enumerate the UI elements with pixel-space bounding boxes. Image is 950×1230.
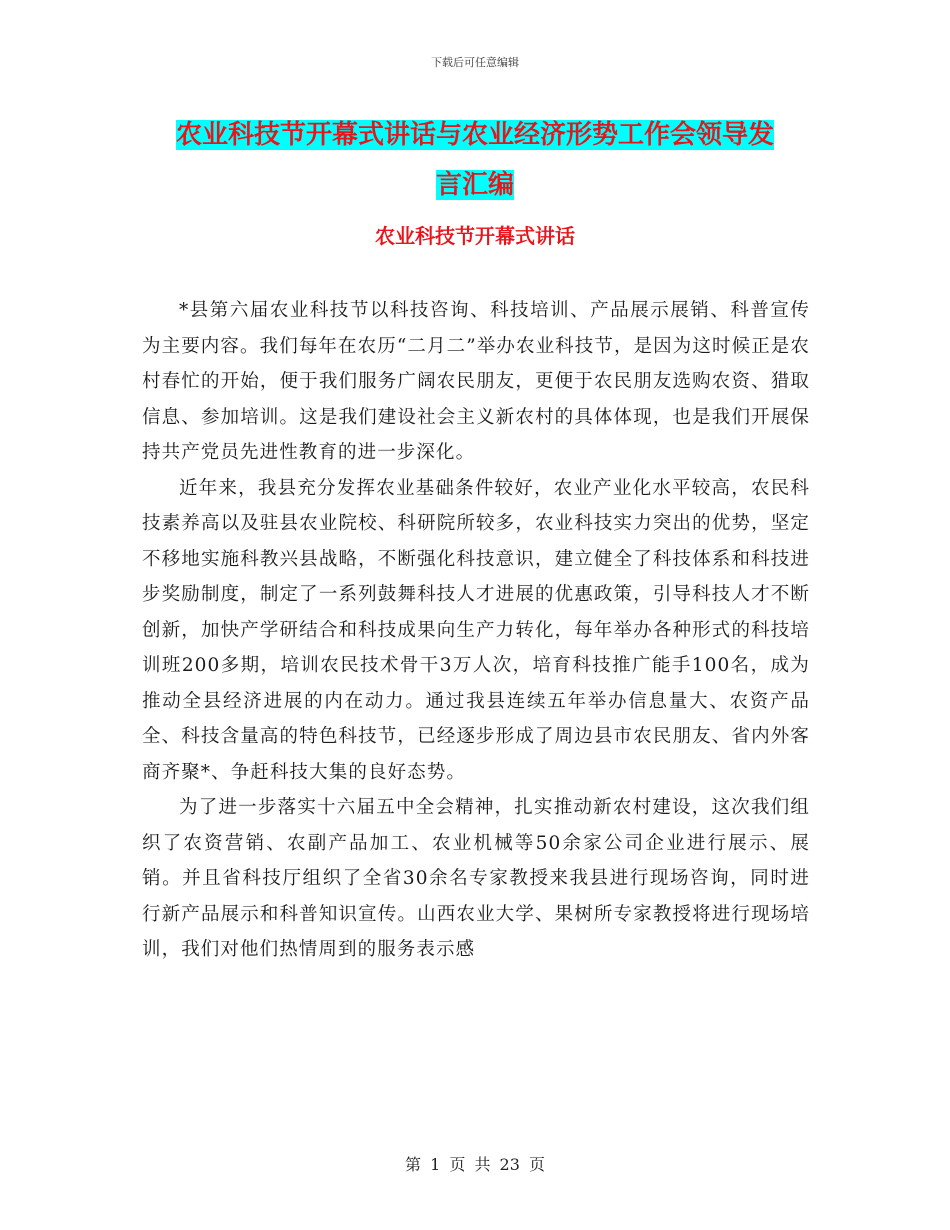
paragraph: 近年来，我县充分发挥农业基础条件较好，农业产业化水平较高，农民科技素养高以及驻县农业院校、科研院所较多，农业科技实力突出的优势，坚定不移地实施科教兴县战略，不断强化科技意识，建立健全了科技体系和科技进步奖励制度，制定了一系列鼓舞科技人才进展的优惠政策，引导科技人才不断创新，加快产学研结合和科技成果向生产力转化，每年举办各种形式的科技培训班200多期，培训农民技术骨干3万人次，培育科技推广能手100名，成为推动全县经济进展的内在动力。通过我县连续五年举办信息量大、农资产品全、科技含量高的特色科技节，已经逐步形成了周边县市农民朋友、省内外客商齐聚*、争赶科技大集的良好态势。 xyxy=(142,477,810,783)
page-footer: 第 1 页 共 23 页 xyxy=(405,1155,545,1174)
section-title: 农业科技节开幕式讲话 xyxy=(375,224,575,248)
document-body xyxy=(142,293,810,968)
header-note: 下载后可任意编辑 xyxy=(431,56,519,69)
paragraph: *县第六届农业科技节以科技咨询、科技培训、产品展示展销、科普宣传为主要内容。我们每年在农历“二月二”举办农业科技节，是因为这时候正是农村春忙的开始，便于我们服务广阔农民朋友，更便于农民朋友选购农资、猎取信息、参加培训。这是我们建设社会主义新农村的具体体现，也是我们开展保持共产党员先进性教育的进一步深化。 xyxy=(142,300,810,463)
document-title xyxy=(140,110,810,210)
paragraph: 为了进一步落实十六届五中全会精神，扎实推动新农村建设，这次我们组织了农资营销、农副产品加工、农业机械等50余家公司企业进行展示、展销。并且省科技厅组织了全省30余名专家教授来我县进行现场咨询，同时进行新产品展示和科普知识宣传。山西农业大学、果树所专家教授将进行现场培训，我们对他们热情周到的服务表示感 xyxy=(142,797,810,960)
document-title-line1: 农业科技节开幕式讲话与农业经济形势工作会领导发 xyxy=(175,120,774,150)
document-title-line2: 言汇编 xyxy=(435,170,514,200)
